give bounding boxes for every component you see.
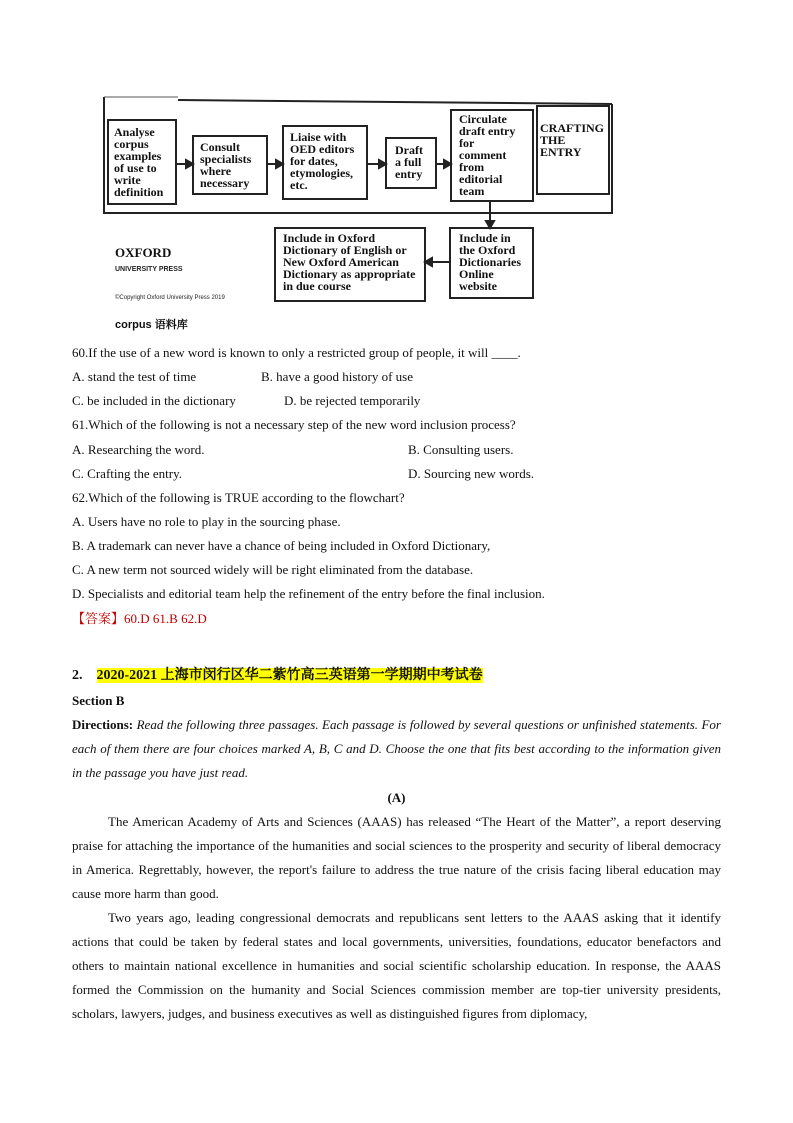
oxford-flowchart <box>0 0 793 340</box>
passage-paragraph-2: Two years ago, leading congressional democrats and republicans sent letters to the AAAS asking that it identify actions that could be taken by federal states and local governments, universities, foundations, educator benefactors and others to maintain national excellence in humanities and social scientific scholarship education. In response, the AAAS formed the Commission on the humanity and Social Sciences commission member are top-tier university presidents, scholars, lawyers, judges, and business executives as well as distinguished figures from diplomacy, <box>72 910 721 1021</box>
answer-line <box>72 611 207 627</box>
box-liaise-text: Liaise with OED editors for dates, etymologies, etc. <box>290 130 355 192</box>
q62-option-a: A. Users have no role to play in the sourcing phase. <box>72 514 341 529</box>
q60-option-b: B. have a good history of use <box>261 369 414 384</box>
box-crafting-text: CRAFTING THE ENTRY <box>540 121 605 159</box>
directions <box>72 713 721 785</box>
q60-option-c: C. be included in the dictionary <box>72 393 236 408</box>
q61-option-b: B. Consulting users. <box>408 442 514 457</box>
exam-title: 2020-2021 上海市闵行区华二紫竹高三英语第一学期期中考试卷 <box>96 668 483 683</box>
passage-label: (A) <box>387 790 406 805</box>
q61-option-a: A. Researching the word. <box>72 442 205 457</box>
passage-paragraph-1: The American Academy of Arts and Sciences (AAAS) has released “The Heart of the Matter”, a report deserving praise for attaching the importance of the humanities and social sciences to the prosperity and security of liberal democracy in America. Regrettably, however, the report's failure to address the true nature of the crisis facing liberal education may cause more harm than good. <box>72 814 721 901</box>
q60-option-d: D. be rejected temporarily <box>284 393 421 408</box>
q60-option-a: A. stand the test of time <box>72 369 197 384</box>
answer-label: 【答案】 <box>72 611 125 626</box>
box-circulate-text: Circulate draft entry for comment from editorial team <box>459 112 516 198</box>
q61-option-d: D. Sourcing new words. <box>408 466 535 481</box>
question-62-stem: 62.Which of the following is TRUE according to the flowchart? <box>72 490 405 505</box>
q62-option-b: B. A trademark can never have a chance of being included in Oxford Dictionary, <box>72 538 491 553</box>
question-61-stem: 61.Which of the following is not a necessary step of the new word inclusion process? <box>72 417 516 432</box>
box-analyse-text: Analyse corpus examples of use to write definition <box>114 125 164 199</box>
section-2-number: 2. <box>72 668 83 683</box>
q61-option-c: C. Crafting the entry. <box>72 466 182 481</box>
corpus-note: corpus 语料库 <box>115 319 188 331</box>
directions-text: Read the following three passages. Each passage is followed by several questions or unfinished statements. For each of them there are four choices marked A, B, C and D. Choose the one that fits best according to the information given in the passage you have just read. <box>72 717 721 780</box>
section-2-heading <box>72 664 483 684</box>
directions-label: Directions: <box>72 717 134 732</box>
copyright-note: ©Copyright Oxford University Press 2019 <box>115 295 225 301</box>
oxford-logo-subtitle: UNIVERSITY PRESS <box>115 266 183 273</box>
box-draft-text: Draft a full entry <box>395 143 423 181</box>
box-consult-text: Consult specialists where necessary <box>200 140 252 190</box>
question-60-stem: 60.If the use of a new word is known to only a restricted group of people, it will ____. <box>72 345 521 360</box>
q62-option-d: D. Specialists and editorial team help the refinement of the entry before the final inclusion. <box>72 586 545 601</box>
box-include-print-text: Include in Oxford Dictionary of English or New Oxford American Dictionary as appropriate in due course <box>283 231 416 293</box>
answer-value: 60.D 61.B 62.D <box>124 611 207 626</box>
section-label: Section B <box>72 693 125 708</box>
box-include-online-text: Include in the Oxford Dictionaries Online website <box>459 231 521 293</box>
oxford-logo-title: OXFORD <box>115 245 172 260</box>
q62-option-c: C. A new term not sourced widely will be right eliminated from the database. <box>72 562 474 577</box>
